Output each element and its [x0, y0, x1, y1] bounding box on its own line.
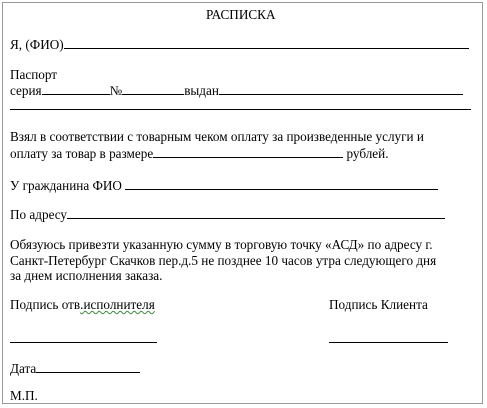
executor-signature-line [10, 342, 157, 343]
executor-signature-wavy: .исполнителя [80, 297, 155, 312]
paragraph1-line2 [10, 145, 389, 161]
date-line [10, 360, 140, 376]
fio-line [10, 36, 469, 52]
date-label: Дата [10, 361, 37, 376]
currency-label: рублей. [343, 146, 389, 161]
passport-extra-line [10, 109, 471, 110]
paragraph1-line1: Взял в соответствии с товарным чеком оплату за произведенные услуги и [10, 129, 424, 144]
citizen-line [10, 177, 438, 193]
amount-field [153, 145, 343, 158]
stamp-label: М.П. [10, 388, 38, 403]
document-frame [2, 2, 483, 404]
number-field [122, 82, 184, 95]
client-signature-label: Подпись Клиента [329, 297, 428, 312]
date-field [36, 360, 140, 373]
paragraph2-line3: за днем исполнения заказа. [10, 268, 163, 283]
citizen-label: У гражданина ФИО [10, 178, 126, 193]
paragraph2-line2: Санкт-Петербург Скачков пер.д.5 не позднее 10 часов утра следующего дня [10, 253, 437, 268]
address-line [10, 206, 445, 222]
document-title: РАСПИСКА [206, 7, 276, 22]
issued-field [219, 82, 463, 95]
passport-line [10, 82, 463, 98]
address-field [67, 206, 445, 219]
fio-label: Я, (ФИО) [10, 37, 64, 52]
issued-label: выдан [184, 83, 219, 98]
client-signature-line [329, 342, 448, 343]
series-field [42, 82, 110, 95]
fio-field [64, 36, 469, 49]
citizen-field [125, 177, 438, 190]
executor-signature-label [10, 297, 155, 312]
address-label: По адресу [10, 207, 68, 222]
amount-label: оплату за товар в размере [10, 146, 154, 161]
number-label: № [109, 83, 123, 98]
paragraph2-line1: Обязуюсь привезти указанную сумму в торговую точку «АСД» по адресу г. [10, 237, 433, 252]
passport-label: Паспорт [10, 67, 58, 82]
executor-signature-prefix: Подпись отв [10, 297, 81, 312]
series-label: серия [10, 83, 42, 98]
